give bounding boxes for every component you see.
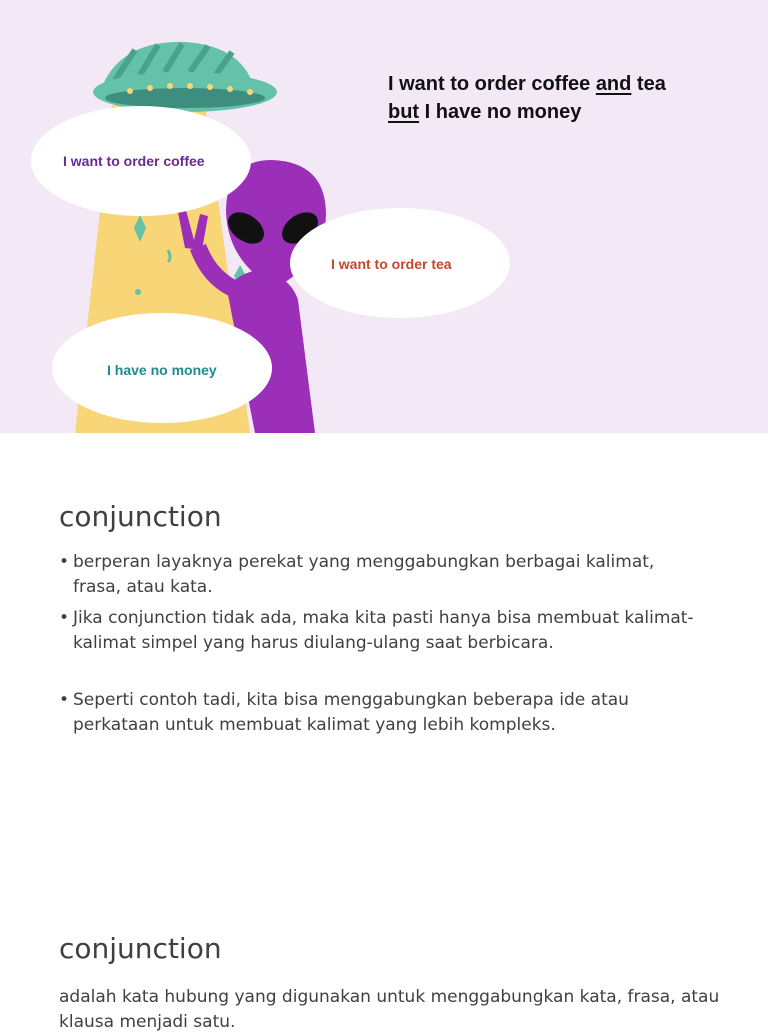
- bullet-list: [59, 550, 699, 744]
- bubble-text-money: I have no money: [107, 362, 217, 378]
- slide-title-2: conjunction: [59, 931, 222, 965]
- headline-part-2: tea: [631, 73, 666, 95]
- bubble-text-tea: I want to order tea: [331, 256, 452, 272]
- bubble-text-coffee: I want to order coffee: [63, 153, 205, 169]
- conjunction-but: but: [388, 101, 420, 123]
- slide-alien-example: [0, 0, 768, 433]
- bullet-item: • Seperti contoh tadi, kita bisa menggabungkan beberapa ide atau perkataan untuk membuat kalimat yang lebih kompleks.: [59, 688, 699, 738]
- conjunction-and: and: [595, 73, 632, 95]
- headline-part-3: I have no money: [419, 101, 582, 123]
- definition-paragraph: adalah kata hubung yang digunakan untuk menggabungkan kata, frasa, atau klausa menjadi satu.: [59, 987, 720, 1032]
- headline-part-1: I want to order coffee: [388, 73, 596, 95]
- sparkle-dot: [135, 289, 141, 295]
- headline-sentence: [388, 70, 748, 126]
- bullet-item: • berperan layaknya perekat yang menggabungkan berbagai kalimat, frasa, atau kata.: [59, 550, 699, 600]
- slide-conjunction-explanation: [0, 433, 768, 1032]
- slide-title: conjunction: [59, 499, 222, 533]
- bullet-item: • Jika conjunction tidak ada, maka kita pasti hanya bisa membuat kalimat-kalimat simpel yang harus diulang-ulang saat berbicara.: [59, 606, 699, 656]
